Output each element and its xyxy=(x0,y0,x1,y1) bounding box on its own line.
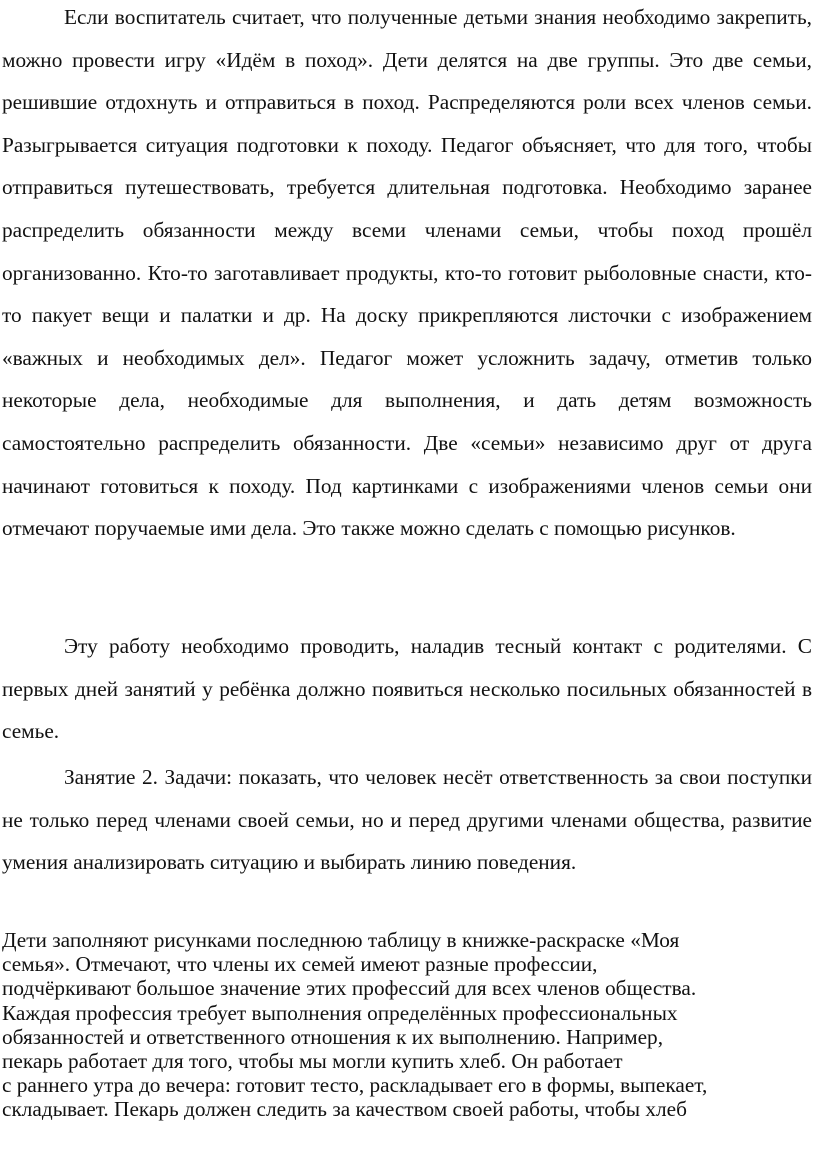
text-line: с раннего утра до вечера: готовит тесто, раскладывает его в формы, выпекает, xyxy=(2,1073,708,1098)
text-line: пекарь работает для того, чтобы мы могли купить хлеб. Он работает xyxy=(2,1049,623,1074)
text-line: складывает. Пекарь должен следить за качеством своей работы, чтобы хлеб xyxy=(2,1097,687,1122)
paragraph-parents-contact: Эту работу необходимо проводить, наладив тесный контакт с родителями. С первых дней занятий у ребёнка должно появиться несколько посильных обязанностей в семье. xyxy=(2,634,812,744)
text-line: семья». Отмечают, что члены их семей имеют разные профессии, xyxy=(2,952,598,977)
text-line: обязанностей и ответственного отношения к их выполнению. Например, xyxy=(2,1024,664,1049)
text-line: Каждая профессия требует выполнения определённых профессиональных xyxy=(2,1000,678,1025)
text-line: Дети заполняют рисунками последнюю таблицу в книжке-раскраске «Моя xyxy=(2,928,680,952)
paragraph-lesson-2: Занятие 2. Задачи: показать, что человек несёт ответственность за свои поступки не только перед членами своей семьи, но и перед другими членами общества, развитие умения анализировать ситуацию и выбирать линию поведения. xyxy=(2,765,812,875)
paragraph-game-trip: Если воспитатель считает, что полученные детьми знания необходимо закрепить, можно провести игру «Идём в поход». Дети делятся на две группы. Это две семьи, решившие отдохнуть и отправиться в поход. Распределяются роли всех членов семьи. Разыгрывается ситуация подготовки к походу. Педагог объясняет, что для того, чтобы отправиться путешествовать, требуется длительная подготовка. Необходимо заранее распределить обязанности между всеми членами семьи, чтобы поход прошёл организованно. Кто-то заготавливает продукты, кто-то готовит рыболовные снасти, кто-то пакует вещи и палатки и др. На доску прикрепляются листочки с изображением «важных и необходимых дел». Педагог может усложнить задачу, отметив только некоторые дела, необходимые для выполнения, и дать детям возможность самостоятельно распределить обязанности. Две «семьи» независимо друг от друга начинают готовиться к походу. Под картинками с изображениями членов семьи они отмечают поручаемые ими дела. Это также можно сделать с помощью рисунков. xyxy=(2,5,812,541)
paragraph-professions xyxy=(0,928,816,1122)
text-line: подчёркивают большое значение этих профессий для всех членов общества. xyxy=(2,976,697,1001)
